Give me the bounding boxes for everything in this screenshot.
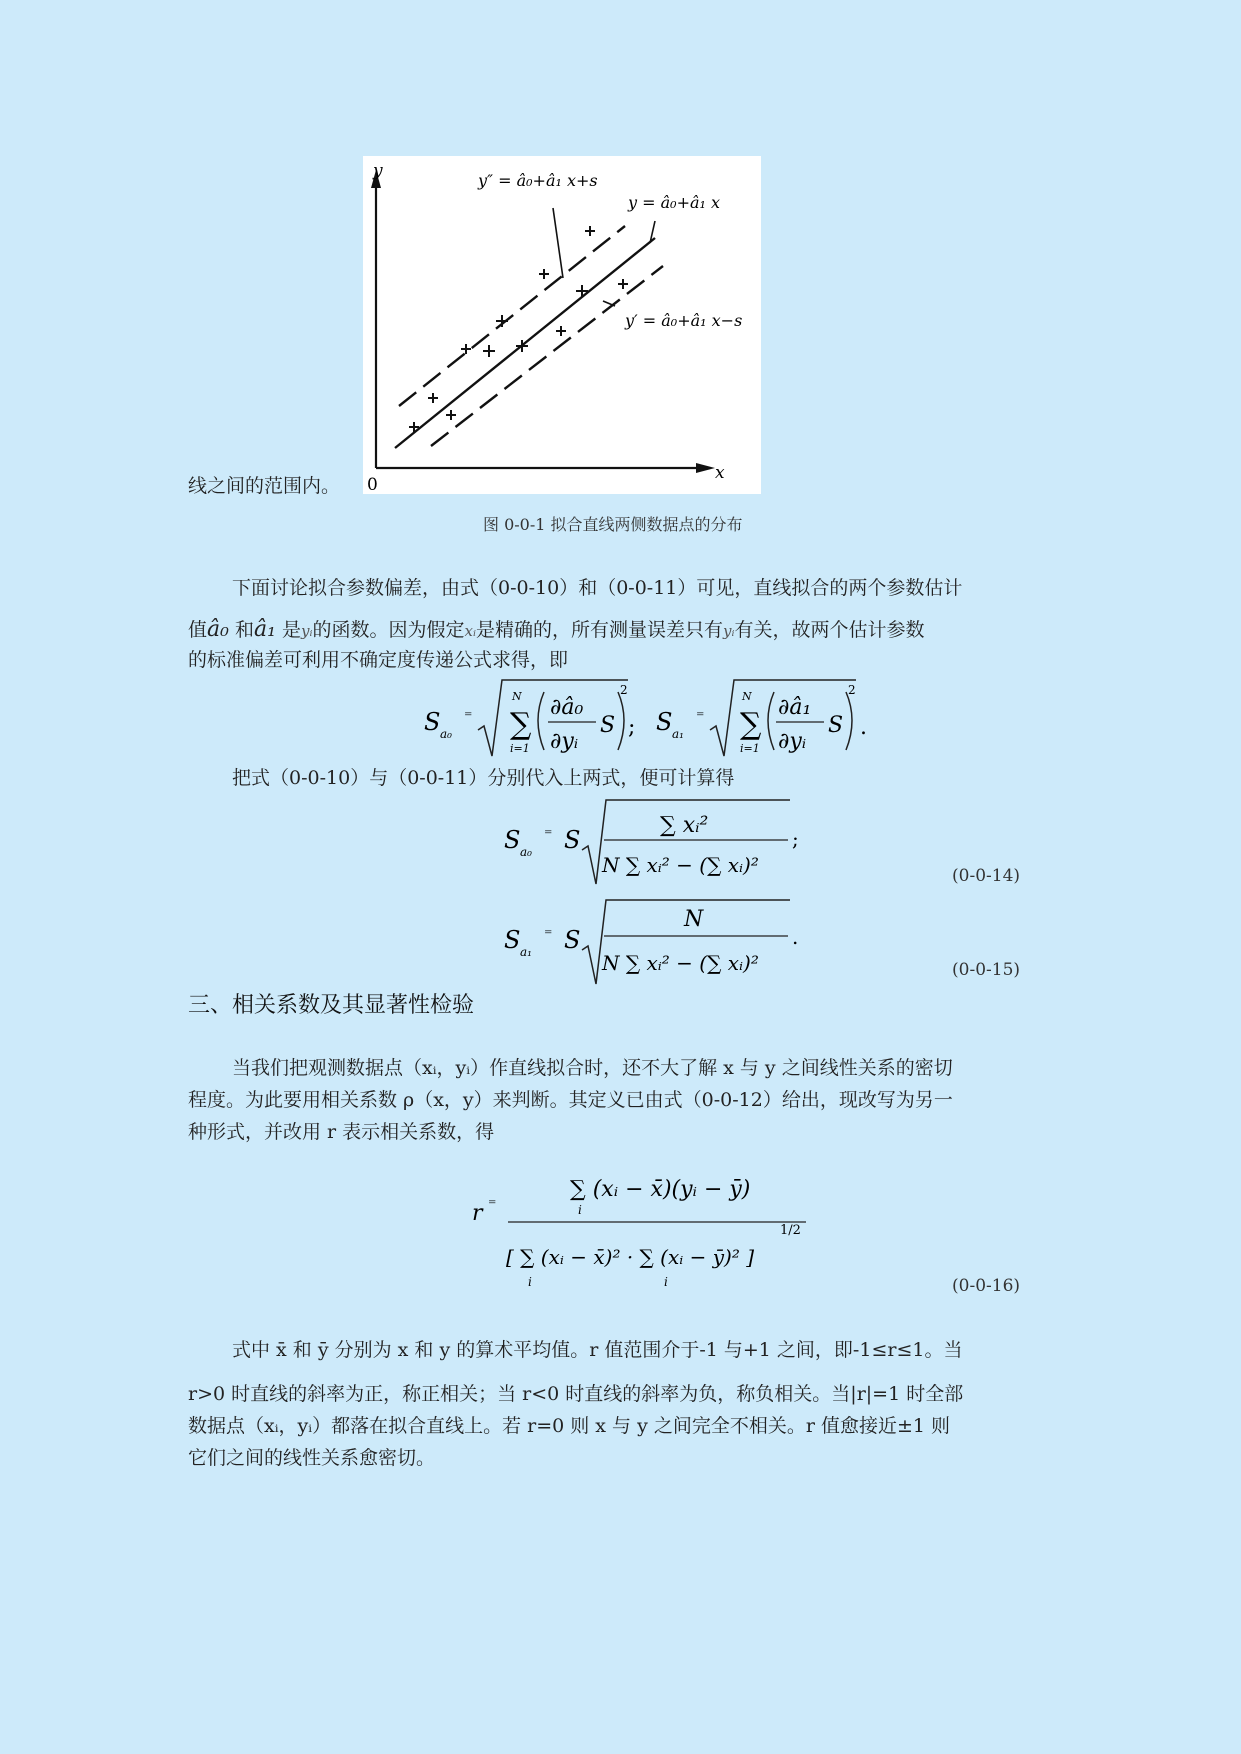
svg-text:.: . [792, 925, 799, 949]
svg-text:N ∑ xᵢ² − (∑ xᵢ)²: N ∑ xᵢ² − (∑ xᵢ)² [602, 853, 759, 877]
svg-text:a₁: a₁ [672, 727, 684, 741]
svg-text:⁼: ⁼ [488, 1195, 497, 1214]
equation-15-number: (0-0-15) [952, 960, 1021, 980]
upper-dashed-line [399, 226, 625, 406]
axis-x-label: x [715, 463, 725, 483]
svg-text:∑: ∑ [740, 707, 762, 742]
lower-dashed-line [431, 266, 663, 446]
svg-text:∂â₀: ∂â₀ [550, 695, 584, 720]
para1-line3: 的标准偏差可利用不确定度传递公式求得，即 [188, 649, 569, 671]
point [585, 226, 595, 236]
para4-line4: 它们之间的线性关系愈密切。 [188, 1447, 436, 1469]
svg-text:∂yᵢ: ∂yᵢ [550, 729, 579, 754]
svg-text:a₀: a₀ [440, 727, 452, 741]
svg-text:N: N [512, 690, 522, 703]
svg-text:S: S [828, 713, 844, 738]
para3-line2: 程度。为此要用相关系数 ρ（x，y）来判断。其定义已由式（0-0-12）给出，现改写为另一 [188, 1089, 953, 1111]
figure-caption: 图 0-0-1 拟合直线两侧数据点的分布 [483, 515, 743, 534]
svg-text:i: i [528, 1275, 532, 1289]
equation-16-number: (0-0-16) [952, 1276, 1021, 1296]
label-upper-line: y″ = â₀+â₁ x+s [478, 171, 598, 190]
point [446, 410, 456, 420]
svg-text:⁼: ⁼ [464, 707, 473, 726]
equation-sa [420, 676, 870, 762]
svg-text:∂â₁: ∂â₁ [778, 695, 812, 720]
svg-text:;: ; [792, 827, 799, 851]
svg-text:S: S [656, 708, 673, 736]
fit-line [395, 238, 655, 448]
lead-text: 线之间的范围内。 [188, 475, 341, 497]
point [618, 279, 628, 289]
point [556, 326, 566, 336]
leader-upper [553, 208, 563, 278]
para4-line2: r>0 时直线的斜率为正，称正相关；当 r<0 时直线的斜率为负，称负相关。当|r|=1 时全部 [188, 1383, 964, 1405]
svg-text:1/2: 1/2 [780, 1223, 801, 1238]
svg-text:S: S [504, 926, 521, 954]
label-fit-line: y = â₀+â₁ x [628, 193, 721, 212]
svg-text:∂yᵢ: ∂yᵢ [778, 729, 807, 754]
svg-text:N ∑ xᵢ² − (∑ xᵢ)²: N ∑ xᵢ² − (∑ xᵢ)² [602, 951, 759, 975]
para2: 把式（0-0-10）与（0-0-11）分别代入上两式，便可计算得 [232, 767, 735, 789]
equation-14 [500, 796, 810, 888]
axis-y-label: y [373, 161, 383, 181]
para3-line1: 当我们把观测数据点（xᵢ，yᵢ）作直线拟合时，还不大了解 x 与 y 之间线性关系的密切 [232, 1057, 953, 1079]
para4-line3: 数据点（xᵢ，yᵢ）都落在拟合直线上。若 r=0 则 x 与 y 之间完全不相关。r 值愈接近±1 则 [188, 1415, 951, 1437]
point [539, 269, 549, 279]
svg-text:S: S [564, 826, 581, 854]
svg-text:N: N [684, 907, 704, 932]
equation-16 [466, 1160, 816, 1298]
svg-text:S: S [600, 713, 616, 738]
svg-text:r: r [472, 1201, 483, 1226]
point [461, 344, 471, 354]
origin-label: 0 [367, 475, 378, 494]
svg-text:[ ∑ (xᵢ − x̄)² · ∑ (xᵢ − ȳ)² ]: [ ∑ (xᵢ − x̄)² · ∑ (xᵢ − ȳ)² ] [506, 1245, 755, 1269]
label-lower-line: y′ = â₀+â₁ x−s [625, 311, 743, 330]
svg-text:a₀: a₀ [520, 845, 532, 859]
svg-text:∑: ∑ [510, 707, 532, 742]
para4-line1: 式中 x̄ 和 ȳ 分别为 x 和 y 的算术平均值。r 值范围介于-1 与+1 之间，即-1≤r≤1。当 [232, 1339, 963, 1361]
point [496, 315, 508, 327]
svg-text:2: 2 [848, 683, 856, 697]
equation-15 [500, 896, 810, 988]
para1-line1: 下面讨论拟合参数偏差，由式（0-0-10）和（0-0-11）可见，直线拟合的两个参数估计 [232, 577, 963, 599]
svg-text:N: N [742, 690, 752, 703]
point [483, 345, 495, 357]
section-heading: 三、相关系数及其显著性检验 [188, 993, 475, 1018]
svg-text:S: S [564, 926, 581, 954]
svg-text:;: ; [628, 715, 636, 740]
svg-text:S: S [504, 826, 521, 854]
svg-text:S: S [424, 708, 441, 736]
equation-14-number: (0-0-14) [952, 866, 1021, 886]
para1-line2: 值â₀ 和â₁ 是yᵢ的函数。因为假定xᵢ是精确的，所有测量误差只有yᵢ有关，故两个估计参数 [188, 617, 925, 642]
svg-text:a₁: a₁ [520, 945, 532, 959]
data-points [409, 226, 628, 432]
para3-line3: 种形式，并改用 r 表示相关系数，得 [188, 1121, 495, 1143]
svg-text:⁼: ⁼ [696, 707, 705, 726]
fit-lines-diagram [363, 156, 761, 494]
svg-text:i: i [578, 1203, 582, 1217]
svg-text:i=1: i=1 [510, 742, 530, 755]
svg-text:2: 2 [620, 683, 628, 697]
svg-text:.: . [860, 715, 867, 740]
x-axis-arrow [696, 463, 715, 473]
point [576, 285, 588, 297]
svg-text:∑ xᵢ²: ∑ xᵢ² [660, 813, 709, 838]
point [428, 393, 438, 403]
svg-text:∑ (xᵢ − x̄)(yᵢ − ȳ): ∑ (xᵢ − x̄)(yᵢ − ȳ) [570, 1177, 751, 1202]
svg-text:i=1: i=1 [740, 742, 760, 755]
svg-text:i: i [664, 1275, 668, 1289]
svg-text:⁼: ⁼ [544, 825, 553, 844]
figure-plot [363, 156, 761, 494]
svg-text:⁼: ⁼ [544, 925, 553, 944]
